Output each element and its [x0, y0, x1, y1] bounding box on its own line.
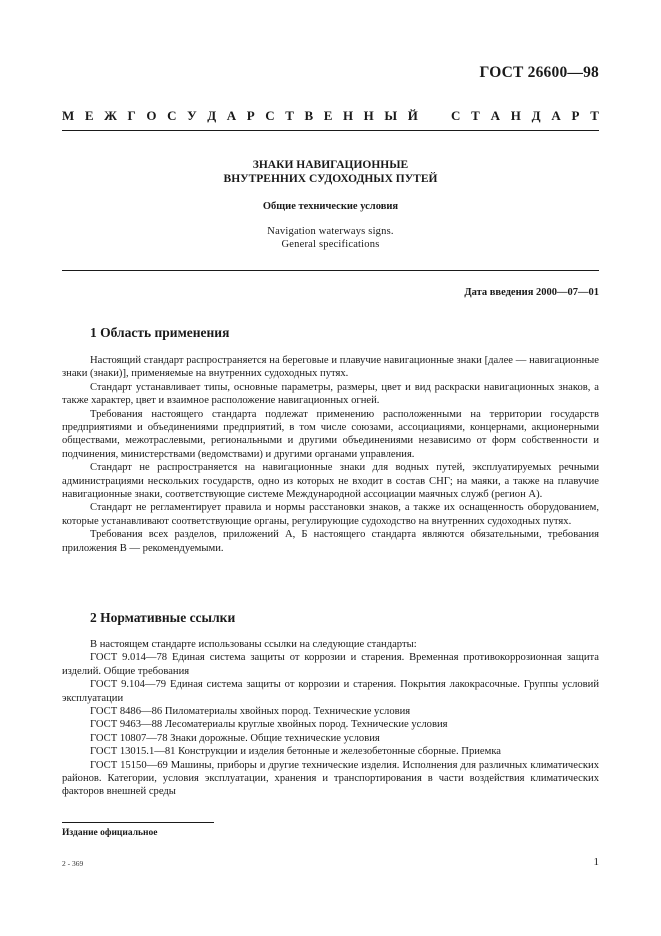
banner-letter: Д — [531, 108, 541, 123]
banner-letter: С — [167, 108, 177, 123]
introduction-date: Дата введения 2000—07—01 — [464, 287, 599, 298]
banner-letter: Ы — [384, 108, 398, 123]
title-line-1: ЗНАКИ НАВИГАЦИОННЫЕ — [252, 159, 409, 171]
footer-rule — [62, 822, 214, 823]
banner-letter: Н — [342, 108, 354, 123]
banner-letter: С — [265, 108, 275, 123]
banner-letter: Р — [246, 108, 255, 123]
section-1-body — [62, 354, 599, 555]
interstate-standard-banner — [62, 108, 599, 124]
english-title-line-2: General specifications — [281, 238, 380, 250]
section-2-body — [62, 638, 599, 799]
banner-letter: А — [551, 108, 561, 123]
paragraph: Настоящий стандарт распространяется на береговые и плавучие навигационные знаки [далее — навигационные знаки (знаки)], применяемые на внутренних судоходных путях. — [62, 355, 599, 380]
banner-letter: Е — [84, 108, 94, 123]
banner-letter: Н — [510, 108, 521, 123]
english-title-line-1: Navigation waterways signs. — [267, 226, 394, 237]
print-code: 2 - 369 — [62, 859, 84, 868]
reference-item: ГОСТ 15150—69 Машины, приборы и другие технические изделия. Исполнения для различных климатических районов. Категории, условия эксплуатации, хранения и транспортирования в части воздействия климатических факторов внешней среды — [62, 759, 599, 798]
banner-letter: Т — [590, 108, 599, 123]
section-2-heading: 2 Нормативные ссылки — [90, 610, 236, 625]
standard-word — [451, 108, 599, 124]
banner-letter: Ж — [104, 108, 117, 123]
banner-letter: М — [62, 108, 75, 123]
header-rule — [62, 130, 599, 131]
title-line-2: ВНУТРЕННИХ СУДОХОДНЫХ ПУТЕЙ — [223, 172, 438, 185]
paragraph: Требования настоящего стандарта подлежат применению расположенными на территории государств предприятиями и объединениями предприятий, в том числе союзами, ассоциациями, концернами, акционерными обществами, межотраслевыми, региональными и другими объединениями независимо от форм собственности и подчинения, министерствами (ведомствами) и другими органами управления. — [62, 408, 599, 460]
english-title — [0, 226, 661, 251]
banner-letter: А — [226, 108, 237, 123]
reference-item: ГОСТ 9.104—79 Единая система защиты от коррозии и старения. Покрытия лакокрасочные. Группы условий эксплуатации — [62, 679, 599, 704]
paragraph: Стандарт не регламентирует правила и нормы расстановки знаков, а также их оснащенность оборудованием, которые устанавливают соответствующие органы, регулирующие судоходство на внутренних судоходных путях. — [62, 502, 599, 527]
banner-letter: Е — [323, 108, 333, 123]
interstate-word — [62, 108, 418, 124]
reference-item: ГОСТ 8486—86 Пиломатериалы хвойных пород. Технические условия — [90, 706, 411, 718]
document-title — [0, 159, 661, 186]
banner-letter: Т — [471, 108, 480, 123]
title-rule — [62, 270, 599, 271]
document-subtitle: Общие технические условия — [262, 201, 399, 212]
banner-letter: Т — [285, 108, 294, 123]
banner-letter: А — [490, 108, 500, 123]
banner-letter: С — [451, 108, 461, 123]
banner-letter: Н — [363, 108, 374, 123]
paragraph: Стандарт устанавливает типы, основные параметры, размеры, цвет и вид раскраски навигационных знаков, а также характер, цвет и взаимное расположение навигационных огней. — [62, 381, 599, 407]
banner-letter: Й — [407, 108, 418, 123]
reference-item: ГОСТ 9.014—78 Единая система защиты от коррозии и старения. Временная противокоррозионная защита изделий. Общие требования — [62, 652, 599, 677]
banner-letter: Д — [207, 108, 217, 123]
gost-number: ГОСТ 26600—98 — [479, 64, 599, 81]
paragraph: Требования всех разделов, приложений А, Б настоящего стандарта являются обязательными, требования приложения В — рекомендуемыми. — [62, 529, 599, 554]
official-edition-label: Издание официальное — [62, 828, 158, 838]
paragraph: Стандарт не распространяется на навигационные знаки для водных путей, эксплуатируемых речными администрациями нескольких государств, одно из которых не входит в состав СНГ; на маяки, а также на плавучие навигационные знаки, соответствующие системе Международной ассоциации маячных служб (регион А). — [62, 462, 599, 501]
reference-item: ГОСТ 10807—78 Знаки дорожные. Общие технические условия — [90, 732, 380, 744]
banner-letter: Р — [571, 108, 580, 123]
section-1-heading: 1 Область применения — [90, 325, 230, 340]
banner-letter: О — [146, 108, 157, 123]
page-number: 1 — [593, 856, 599, 868]
reference-item: ГОСТ 9463—88 Лесоматериалы круглые хвойных пород. Технические условия — [90, 719, 448, 731]
banner-letter: В — [304, 108, 314, 123]
banner-letter: Г — [127, 108, 136, 123]
paragraph: В настоящем стандарте использованы ссылки на следующие стандарты: — [90, 639, 417, 650]
reference-item: ГОСТ 13015.1—81 Конструкции и изделия бетонные и железобетонные сборные. Приемка — [90, 746, 502, 758]
banner-letter: У — [187, 108, 197, 123]
